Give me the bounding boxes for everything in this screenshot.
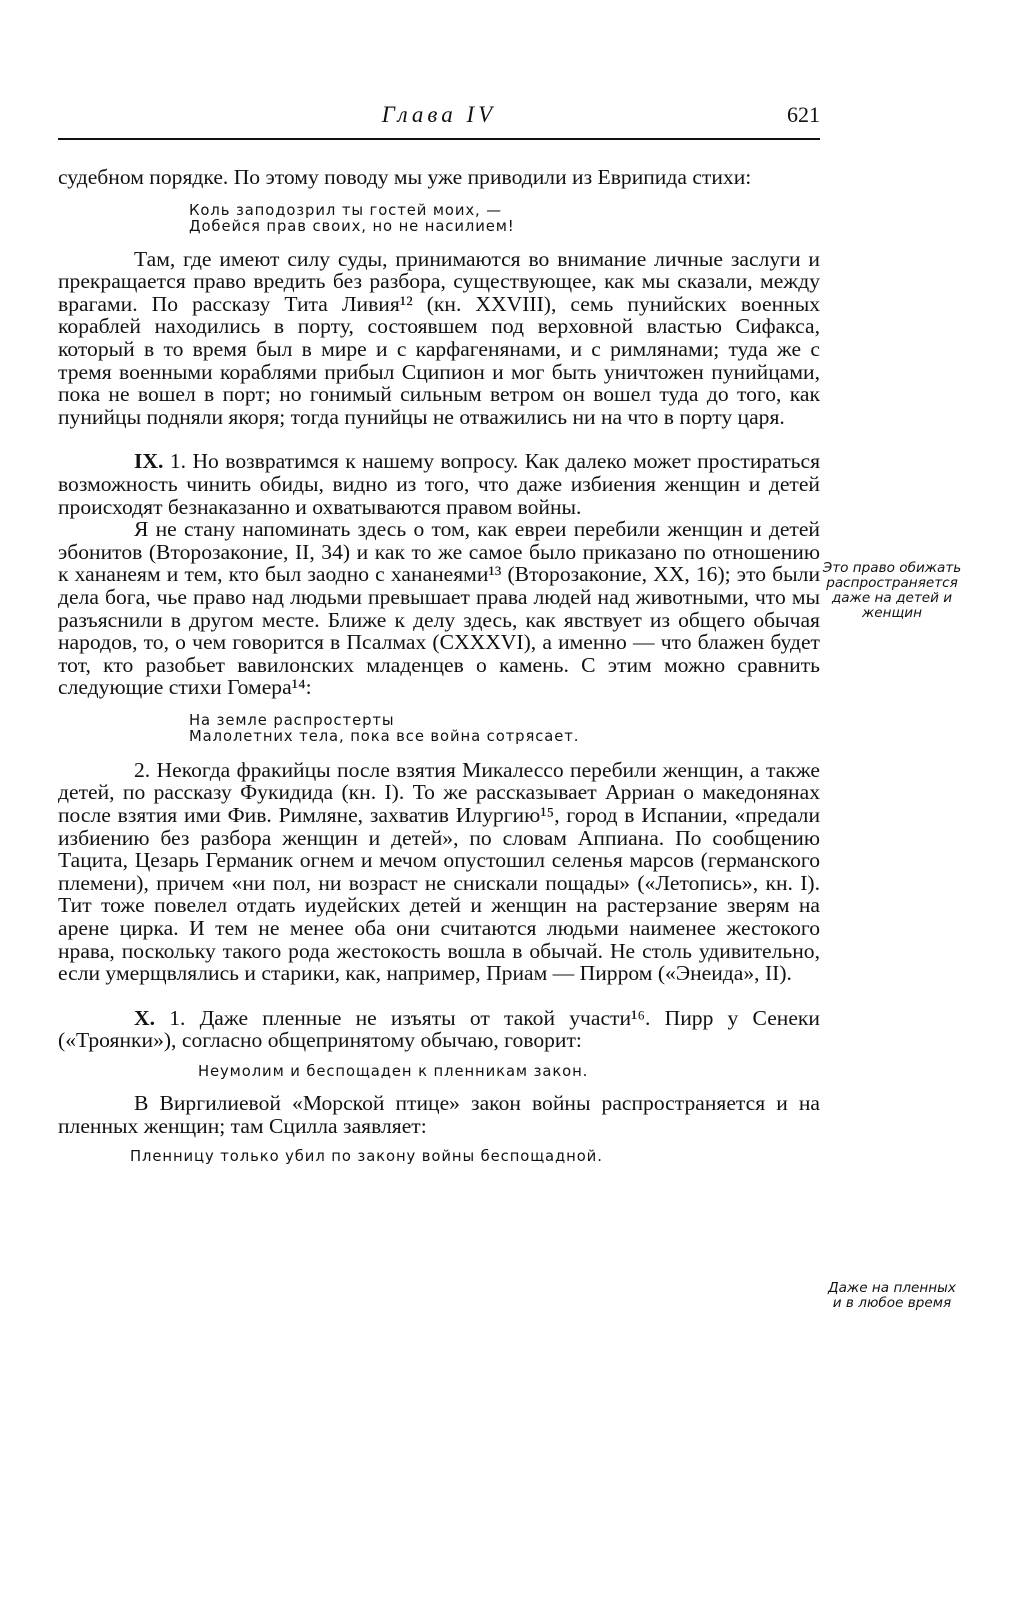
verse-seneca <box>198 1064 820 1080</box>
verse-line: Добейся прав своих, но не насилием! <box>189 217 515 235</box>
section-9-paragraph-1 <box>58 450 820 518</box>
section-9-text: 1. Но возвратимся к нашему вопросу. Как далеко может простираться возможность чинить обиды, видно из того, что даже избиения женщин и детей происходят безнаказанно и охватываются правом войны. <box>58 449 820 519</box>
section-9-paragraph-3: 2. Некогда фракийцы после взятия Микалессо перебили женщин, а также детей, по рассказу Фукидида (кн. I). То же рассказывает Арриан о македонянах после взятия ими Фив. Римляне, захватив Илургию¹⁵, город в Испании, «предали избиению без разбора женщин и детей», по словам Аппиана. По сообщению Тацита, Цезарь Германик огнем и мечом опустошил селенья марсов (германского племени), причем «ни пол, ни возраст не снискали пощады» («Летопись», кн. I). Тит тоже повелел отдать иудейских детей и женщин на растерзание зверям на арене цирка. И тем не менее оба они считаются людьми наименее жестокого нрава, поскольку такого рода жестокость вошла в обычай. Не столь удивительно, если умерщвлялись и старики, как, например, Приам — Пирром («Энеида», II). <box>58 757 820 986</box>
verse-line: Неумолим и беспощаден к пленникам закон. <box>198 1063 589 1080</box>
paragraph-1: судебном порядке. По этому поводу мы уже приводили из Еврипида стихи: <box>58 165 752 189</box>
margin-note-children-women: Это право обижать распространяется даже на детей и женщин <box>822 560 962 621</box>
section-9-paragraph-2: Я не стану напоминать здесь о том, как евреи перебили женщин и детей эбонитов (Второзаконие, II, 34) и как то же самое было приказано по отношению к хананеям и тем, кто был заодно с хананеями¹³ (Второзаконие, XX, 16); это были дела бога, чье право над людьми превышает права людей над животными, что мы разъяснили в другом месте. Ближе к делу здесь, как явствует из общего обычая народов, то, о чем говорится в Псалмах (CXXXVI), а именно — что блажен будет тот, кто разобьет вавилонских младенцев о камень. С этим можно сравнить следующие стихи Гомера¹⁴: <box>58 517 820 700</box>
margin-note-captives: Даже на пленных и в любое время <box>828 1280 956 1311</box>
verse-line: Коль заподозрил ты гостей моих, — <box>189 201 502 219</box>
paragraph-2: Там, где имеют силу суды, принимаются во внимание личные заслуги и прекращается право вредить без разбора, существующее, как мы сказали, между врагами. По рассказу Тита Ливия¹² (кн. XXVIII), семь пунийских военных кораблей находились в порту, состоявшем под верховной властью Сифакса, который в то время был в мире и с карфагенянами, и с римлянами; туда же с тремя военными кораблями прибыл Сципион и мог быть уничтожен пунийцами, пока не вошел в порт; но гонимый сильным ветром он вошел туда до того, как пунийцы подняли якоря; тогда пунийцы не отважились ни на что в порту царя. <box>58 246 820 429</box>
verse-homer <box>189 713 820 745</box>
section-number: IX. <box>134 449 164 474</box>
verse-line: На земле распростерты <box>189 711 395 729</box>
section-10-paragraph-2: В Виргилиевой «Морской птице» закон войны распространяется и на пленных женщин; там Сцилла заявляет: <box>58 1091 820 1138</box>
verse-virgil <box>130 1149 820 1165</box>
section-10-text: 1. Даже пленные не изъяты от такой участи¹⁶. Пирр у Сенеки («Троянки»), согласно общепринятому обычаю, говорит: <box>58 1005 820 1053</box>
running-title: Глава IV <box>381 102 497 127</box>
section-10-paragraph-1 <box>58 1007 820 1052</box>
verse-line: Пленницу только убил по закону войны беспощадной. <box>130 1148 603 1166</box>
verse-line: Малолетних тела, пока все война сотрясает. <box>189 727 580 745</box>
page-number: 621 <box>787 102 820 127</box>
verse-euripides <box>189 203 820 235</box>
main-text-column <box>58 166 820 1165</box>
page-header <box>58 98 820 140</box>
section-number: X. <box>134 1005 155 1030</box>
